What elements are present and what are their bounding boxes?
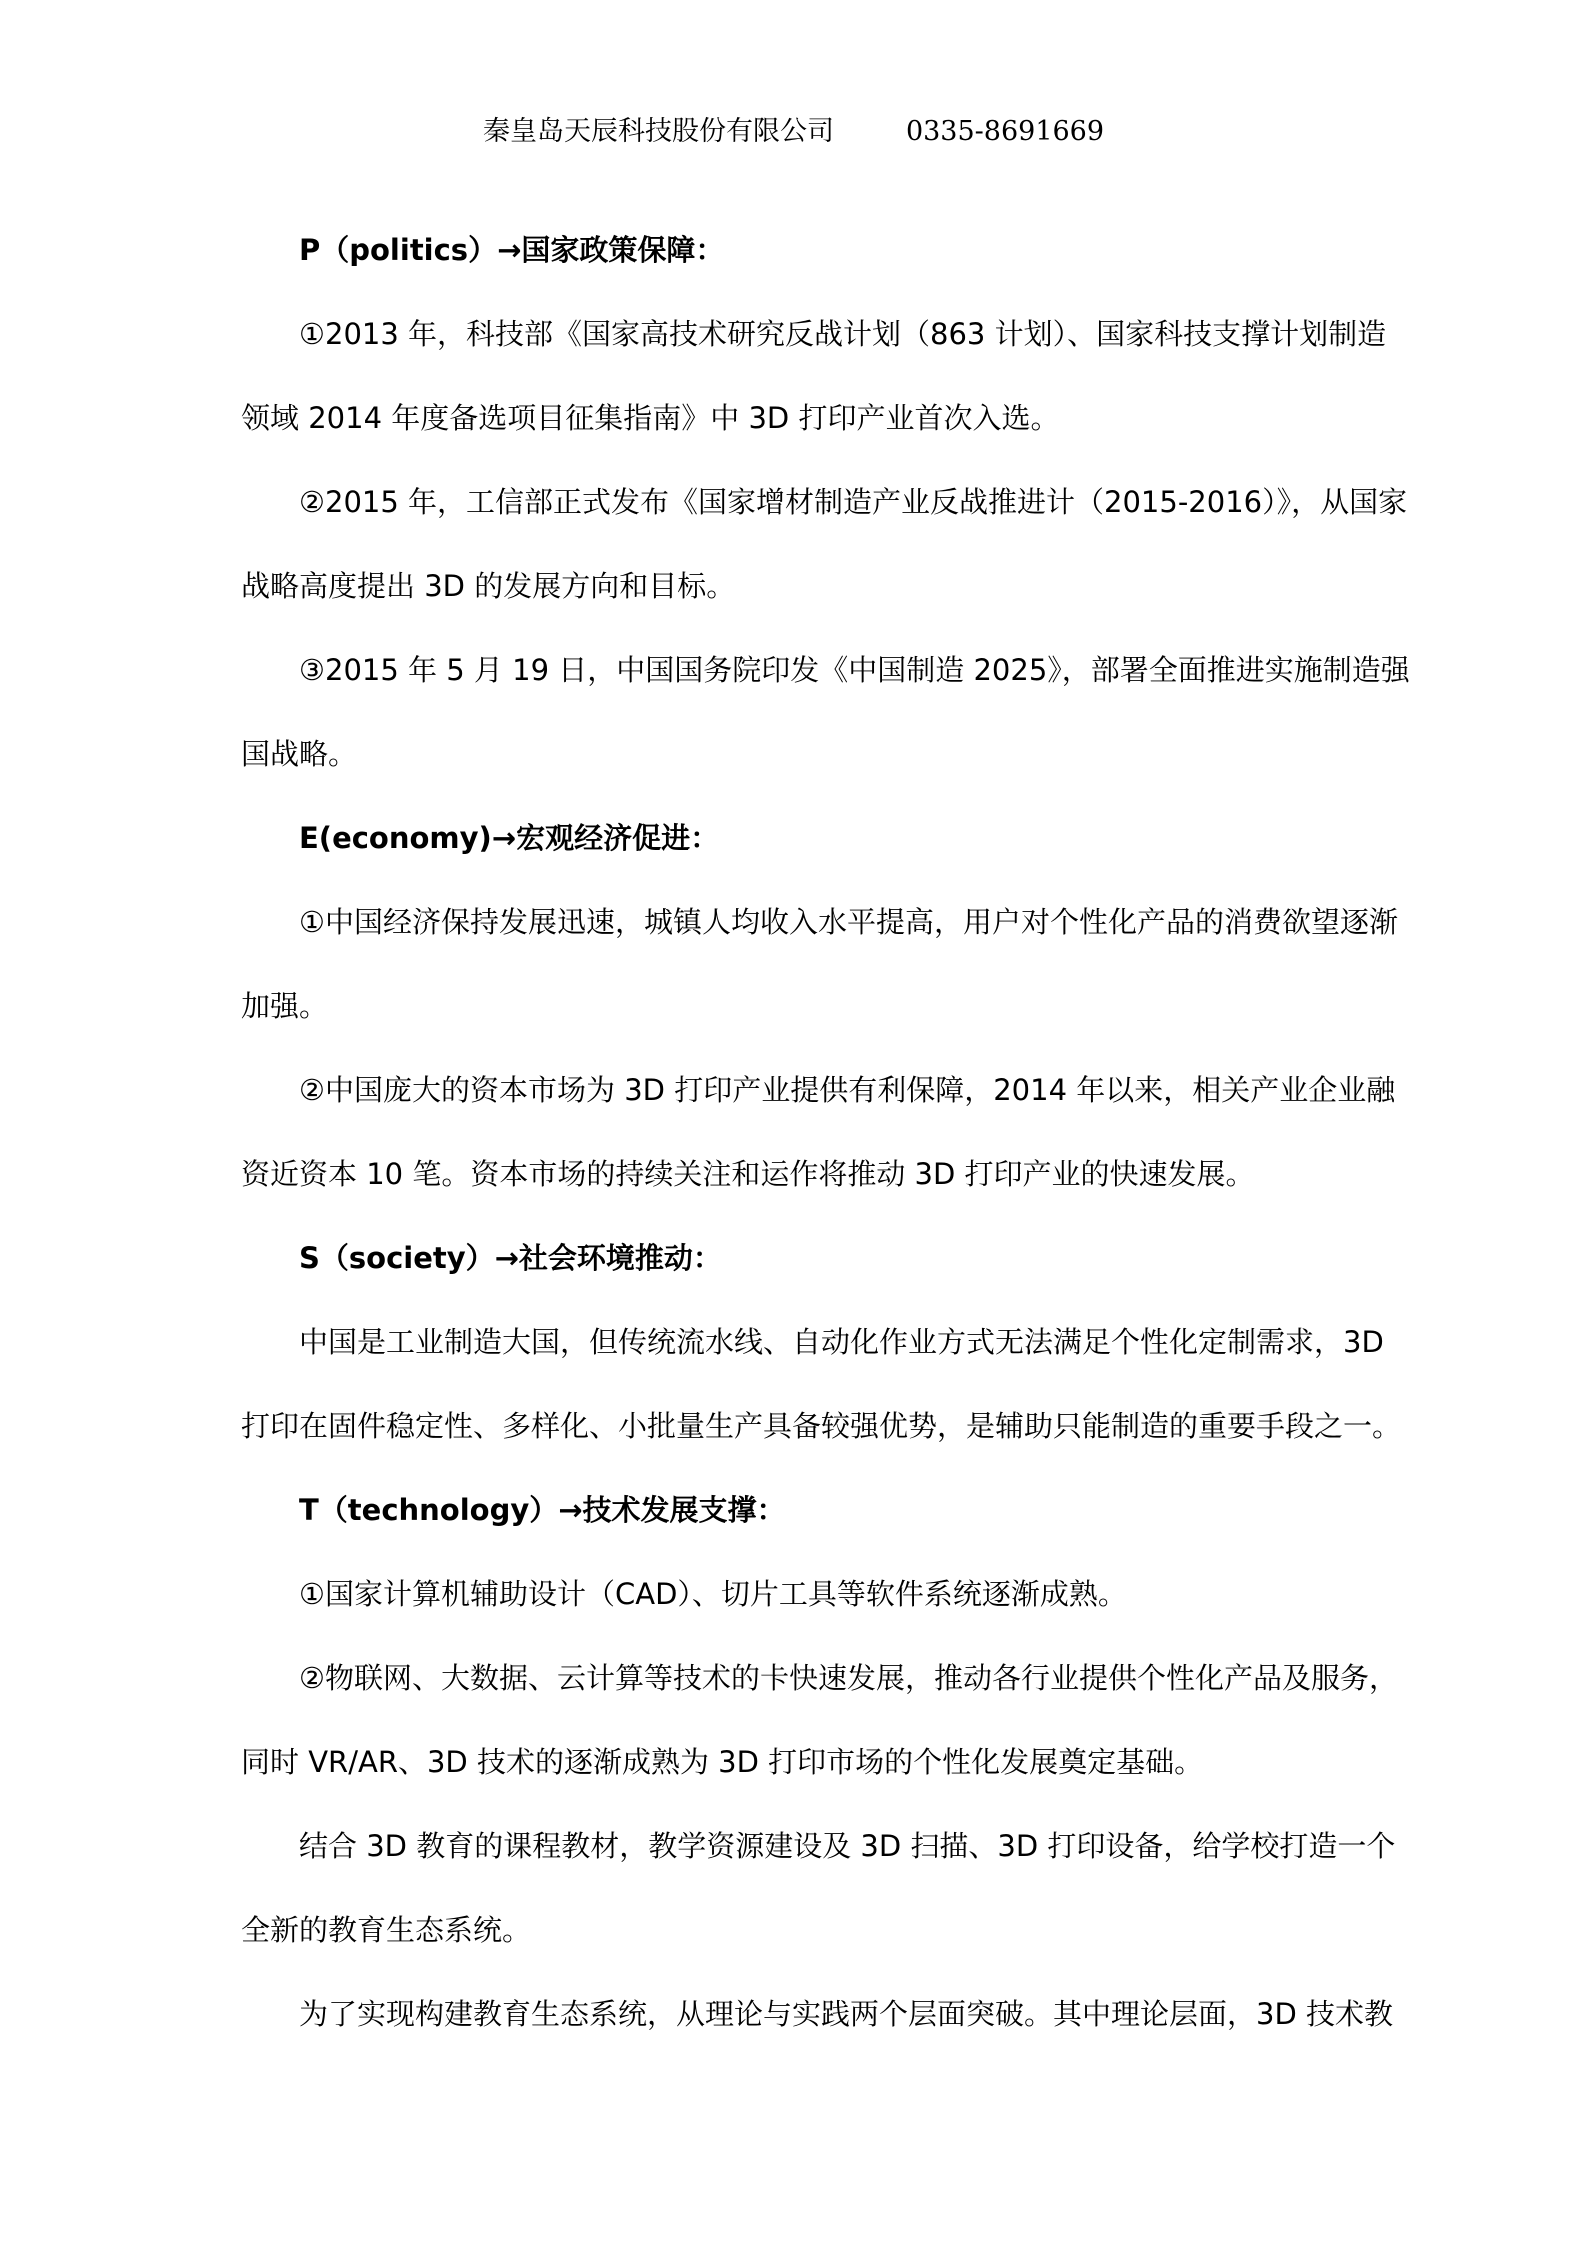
text-line: 资近资本 10 笔。资本市场的持续关注和运作将推动 3D 打印产业的快速发展。 bbox=[241, 1157, 1255, 1191]
text-line: 全新的教育生态系统。 bbox=[241, 1913, 532, 1947]
text-line: ②中国庞大的资本市场为 3D 打印产业提供有利保障，2014 年以来，相关产业企业融 bbox=[299, 1073, 1396, 1107]
company-name: 秦皇岛天辰科技股份有限公司 bbox=[482, 116, 834, 147]
section-heading: E(economy)→宏观经济促进： bbox=[299, 821, 720, 855]
text-line: 结合 3D 教育的课程教材，教学资源建设及 3D 扫描、3D 打印设备，给学校打造一个 bbox=[299, 1829, 1396, 1863]
text-line: ①中国经济保持发展迅速，城镇人均收入水平提高，用户对个性化产品的消费欲望逐渐 bbox=[299, 905, 1398, 939]
text-line: 中国是工业制造大国，但传统流水线、自动化作业方式无法满足个性化定制需求，3D bbox=[299, 1325, 1384, 1359]
text-line: ①2013 年，科技部《国家高技术研究反战计划（863 计划）、国家科技支撑计划制造 bbox=[299, 317, 1387, 351]
text-line: 同时 VR/AR、3D 技术的逐渐成熟为 3D 打印市场的个性化发展奠定基础。 bbox=[241, 1745, 1204, 1779]
company-phone: 0335-8691669 bbox=[905, 116, 1105, 147]
text-line: ①国家计算机辅助设计（CAD）、切片工具等软件系统逐渐成熟。 bbox=[299, 1577, 1127, 1611]
text-line: 加强。 bbox=[241, 989, 329, 1023]
text-line: ③2015 年 5 月 19 日，中国国务院印发《中国制造 2025》，部署全面推进实施制造强 bbox=[299, 653, 1410, 687]
text-line: ②2015 年，工信部正式发布《国家增材制造产业反战推进计（2015-2016）》，从国家 bbox=[299, 485, 1408, 519]
document-body bbox=[241, 208, 1410, 2056]
section-heading: P（politics）→国家政策保障： bbox=[299, 233, 725, 267]
text-line: 国战略。 bbox=[241, 737, 358, 771]
section-heading: S（society）→社会环境推动： bbox=[299, 1241, 722, 1275]
page-header bbox=[0, 112, 1587, 152]
text-line: 领域 2014 年度备选项目征集指南》中 3D 打印产业首次入选。 bbox=[241, 401, 1060, 435]
text-line: ②物联网、大数据、云计算等技术的卡快速发展，推动各行业提供个性化产品及服务， bbox=[299, 1661, 1398, 1695]
text-line: 战略高度提出 3D 的发展方向和目标。 bbox=[241, 569, 736, 603]
text-line: 为了实现构建教育生态系统，从理论与实践两个层面突破。其中理论层面，3D 技术教 bbox=[299, 1997, 1394, 2031]
text-line: 打印在固件稳定性、多样化、小批量生产具备较强优势，是辅助只能制造的重要手段之一。 bbox=[241, 1409, 1402, 1443]
section-heading: T（technology）→技术发展支撑： bbox=[299, 1493, 786, 1527]
